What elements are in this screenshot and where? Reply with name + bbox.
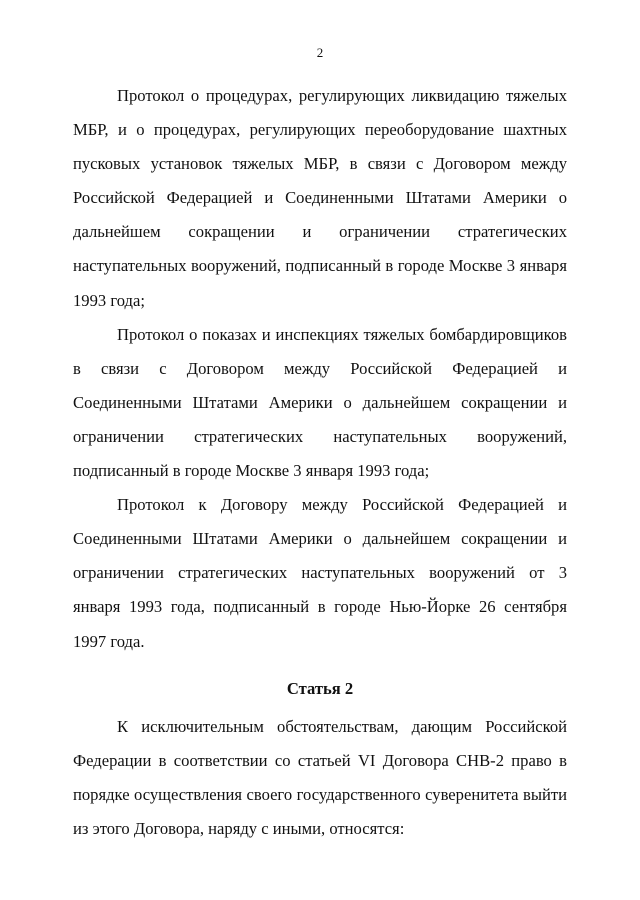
article-paragraph: К исключительным обстоятельствам, дающим Российской Федерации в соответствии со статьей VI Договора СНВ-2 право в порядке осуществления своего государственного суверенитета выйти из этого Договора, наряду с иными, относятся: [73, 716, 567, 838]
paragraph-protocol-bombers: Протокол о показах и инспекциях тяжелых бомбардировщиков в связи с Договором между Российской Федерацией и Соединенными Штатами Америки о дальнейшем сокращении и ограничении стратегических наступательных вооружений, подписанный в городе Москве 3 января 1993 года; [73, 324, 567, 481]
paragraph-protocol-new-york: Протокол к Договору между Российской Федерацией и Соединенными Штатами Америки о дальнейшем сокращении и ограничении стратегических наступательных вооружений от 3 января 1993 года, подписанный в городе Нью-Йорке 26 сентября 1997 года. [73, 495, 567, 651]
paragraph-protocol-icbm: Протокол о процедурах, регулирующих ликвидацию тяжелых МБР, и о процедурах, регулирующих переоборудование шахтных пусковых установок тяжелых МБР, в связи с Договором между Российской Федерацией и Соединенными Штатами Америки о дальнейшем сокращении и ограничении стратегических наступательных вооружений, подписанный в городе Москве 3 января 1993 года; [73, 86, 567, 310]
document-body [73, 79, 567, 846]
page-number: 2 [316, 45, 324, 60]
article-heading: Статья 2 [286, 678, 354, 698]
